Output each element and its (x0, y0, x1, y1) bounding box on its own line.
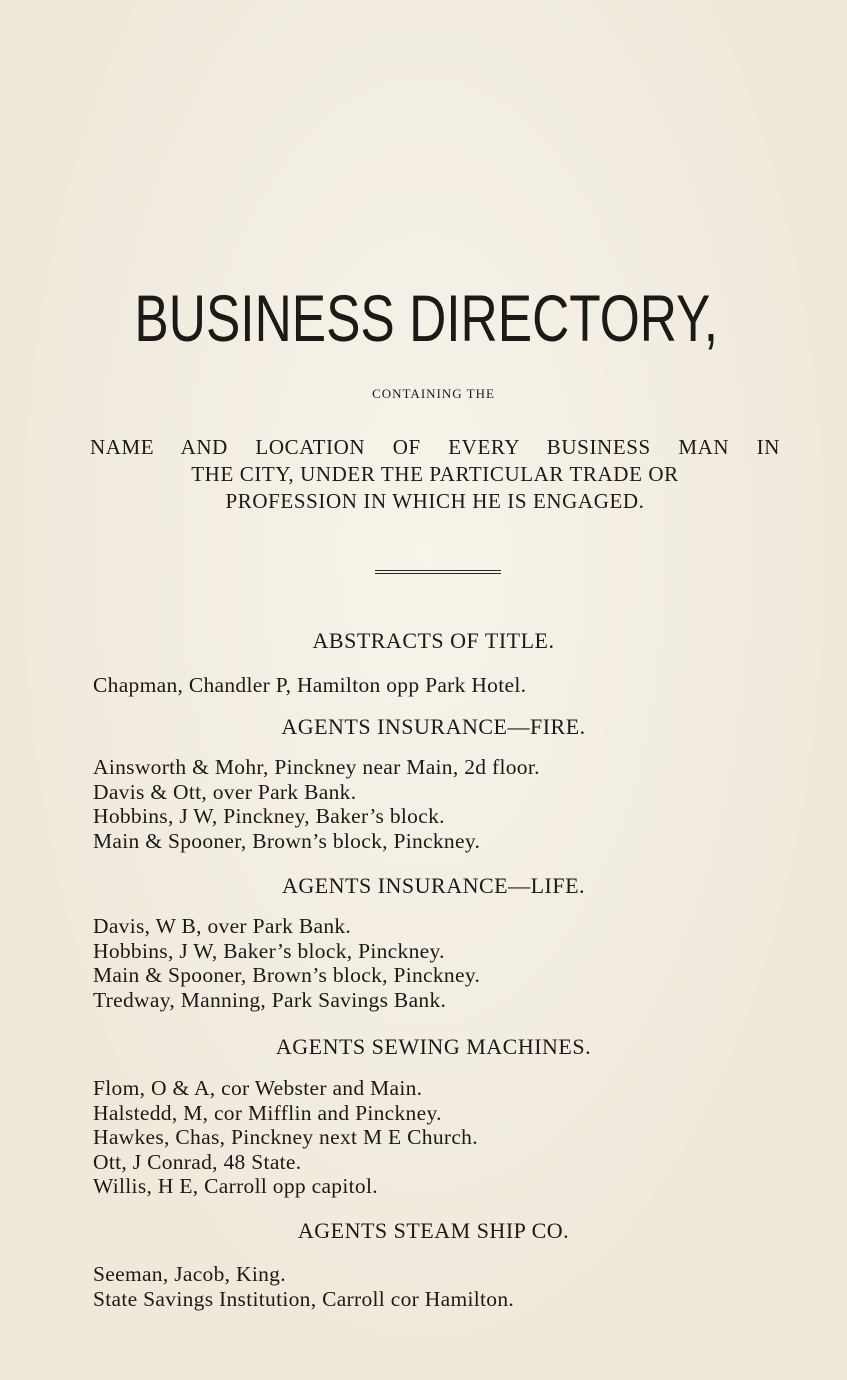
divider-rule (375, 570, 501, 574)
section-heading-agents-insurance-fire: AGENTS INSURANCE—FIRE. (281, 714, 586, 739)
list-item: Flom, O & A, cor Webster and Main. (93, 1076, 423, 1100)
section-heading-abstracts-of-title: ABSTRACTS OF TITLE. (312, 628, 555, 653)
section-heading-agents-sewing-machines: AGENTS SEWING MACHINES. (275, 1034, 592, 1059)
list-item: Chapman, Chandler P, Hamilton opp Park Hotel. (93, 673, 527, 697)
list-item: Ainsworth & Mohr, Pinckney near Main, 2d floor. (93, 755, 540, 779)
list-item: Hobbins, J W, Pinckney, Baker’s block. (93, 804, 445, 829)
description-line-3: PROFESSION IN WHICH HE IS ENGAGED. (225, 489, 645, 513)
list-item: Halstedd, M, cor Mifflin and Pinckney. (93, 1100, 442, 1125)
description-line-1: NAME AND LOCATION OF EVERY BUSINESS MAN IN (90, 435, 780, 459)
list-item: Hobbins, J W, Baker’s block, Pinckney. (93, 938, 445, 963)
section-entries-agents-steam-ship-co (93, 1262, 514, 1311)
section-entries-agents-sewing-machines (93, 1076, 478, 1199)
list-item: Hawkes, Chas, Pinckney next M E Church. (93, 1125, 478, 1150)
description (90, 434, 780, 515)
list-item: Davis & Ott, over Park Bank. (93, 779, 357, 804)
list-item: Davis, W B, over Park Bank. (93, 914, 352, 938)
list-item: State Savings Institution, Carroll cor Hamilton. (93, 1286, 515, 1311)
list-item: Willis, H E, Carroll opp capitol. (93, 1174, 378, 1199)
list-item: Main & Spooner, Brown’s block, Pinckney. (93, 963, 481, 988)
list-item: Tredway, Manning, Park Savings Bank. (93, 987, 447, 1012)
page-title: BUSINESS DIRECTORY, (134, 281, 719, 355)
description-line-2: THE CITY, UNDER THE PARTICULAR TRADE OR (191, 462, 679, 486)
list-item: Seeman, Jacob, King. (93, 1262, 286, 1286)
list-item: Ott, J Conrad, 48 State. (93, 1149, 302, 1174)
list-item: Main & Spooner, Brown’s block, Pinckney. (93, 828, 481, 853)
section-entries-agents-insurance-life (93, 914, 480, 1012)
section-entries-agents-insurance-fire (93, 755, 540, 853)
section-heading-agents-steam-ship-co: AGENTS STEAM SHIP CO. (297, 1218, 570, 1243)
section-entries-abstracts-of-title (93, 673, 526, 698)
section-heading-agents-insurance-life: AGENTS INSURANCE—LIFE. (281, 873, 586, 898)
subtitle: CONTAINING THE (372, 386, 495, 401)
